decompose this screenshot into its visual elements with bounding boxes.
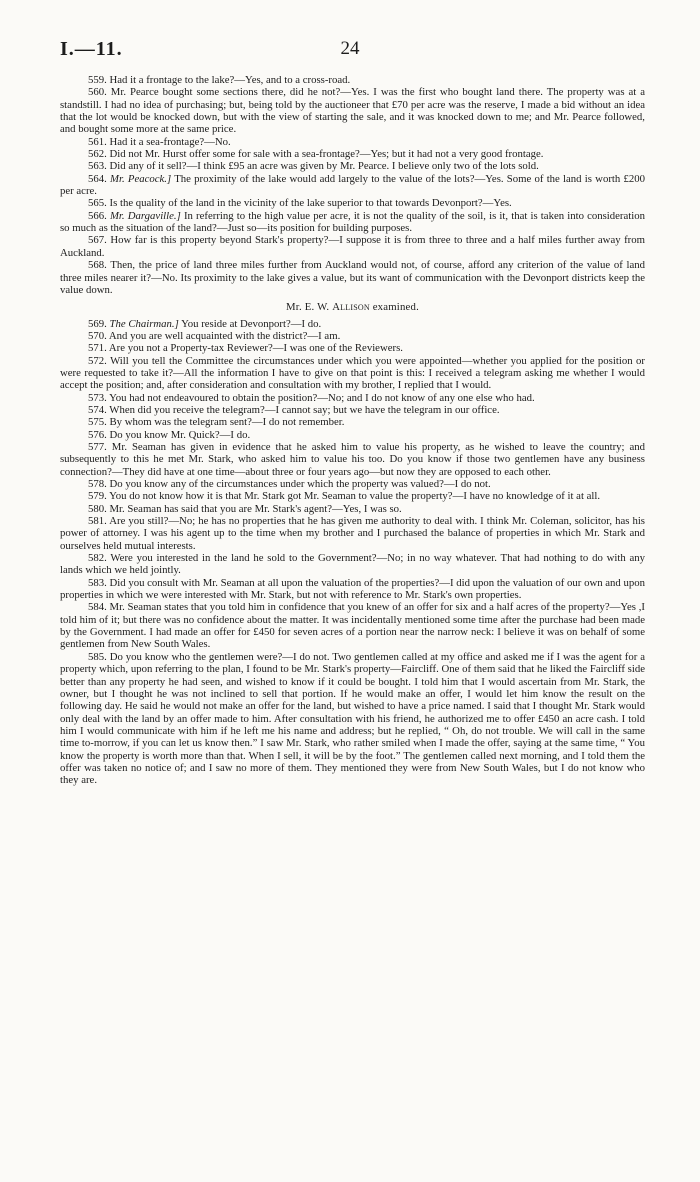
evidence-paragraph <box>60 136 645 148</box>
evidence-paragraph <box>60 429 645 441</box>
paragraph-text: 574. When did you receive the telegram?—I cannot say; but we have the telegram in our office. <box>88 403 500 416</box>
paragraph-text: 576. Do you know Mr. Quick?—I do. <box>88 428 251 441</box>
evidence-paragraph <box>60 74 645 86</box>
paragraph-text: 561. Had it a sea-frontage?—No. <box>88 135 231 148</box>
evidence-paragraph <box>60 234 645 259</box>
section-title-suffix: examined. <box>369 301 419 314</box>
section-title <box>60 301 645 313</box>
page-header <box>60 38 640 64</box>
paragraph-text: 575. By whom was the telegram sent?—I do not remember. <box>88 416 345 429</box>
evidence-paragraph <box>60 503 645 515</box>
evidence-paragraph <box>60 330 645 342</box>
evidence-paragraph <box>60 197 645 209</box>
paragraph-text: 578. Do you know any of the circumstances under which the property was valued?—I do not. <box>88 478 491 490</box>
paragraph-text: 562. Did not Mr. Hurst offer some for sale with a sea-frontage?—Yes; but it had not a very good frontage. <box>88 148 544 161</box>
evidence-paragraph <box>60 210 645 235</box>
evidence-paragraph <box>60 404 645 416</box>
evidence-paragraph <box>60 651 645 787</box>
paragraph-text: 581. Are you still?—No; he has no properties that he has given me authority to deal with. I think Mr. Coleman, solicitor, has his power of attorney. I was his agent up to the time when my brother and I purchased the balance of properties in which Mr. Stark and ourselves held mutual interests. <box>60 515 645 552</box>
page-number: 24 <box>340 38 360 59</box>
evidence-paragraph <box>60 355 645 392</box>
section-title-name: Allison <box>332 301 370 314</box>
paragraph-text: 559. Had it a frontage to the lake?—Yes, and to a cross-road. <box>88 74 351 86</box>
paragraph-text: In referring to the high value per acre, it is not the quality of the soil, is it, that is taken into consideration so much as the situation of the land?—Just so—its position for building purposes. <box>60 209 646 235</box>
evidence-paragraph <box>60 392 645 404</box>
evidence-paragraph <box>60 173 645 198</box>
paragraph-text: 582. Were you interested in the land he sold to the Government?—No; in no way whatever. That had nothing to do with any lands which we held jointly. <box>60 552 645 577</box>
evidence-paragraph <box>60 577 645 602</box>
paragraph-text: 585. Do you know who the gentlemen were?—I do not. Two gentlemen called at my office and asked me if I was the agent for a property which, upon referring to the plan, I found to be Mr. Stark's property—Faircliff. One of them said that he liked the Faircliff side better than any property he had seen, and wished to know if it could be bought. I told him that I would ascertain from Mr. Stark, the owner, but I thought he was not inclined to sell that portion. If he would make an offer, I would let him know the result on the following day. He said he would not make an offer for the land, but wished to have a price named. I said that I thought Mr. Stark would only deal with the land by an offer made to him. After consultation with his friend, he authorized me to offer £450 an acre cash. I told him I would communicate with him if he left me his name and address; but he replied, “ Oh, do not trouble. We will call in the same time to-morrow, if you can let us know then.” I saw Mr. Stark, who rather smiled when I made the offer, saying at the same time, “ You know the property is worth more than that. When I sell, it will be by the foot.” The gentlemen called next morning, and I told them the offer was taken no notice of; and I saw no more of them. They mentioned they were from New South Wales, but I do not know who they are. <box>60 650 645 787</box>
document-body <box>60 74 645 787</box>
paragraph-text: 568. Then, the price of land three miles further from Auckland would not, of course, afford any criterion of the value of land three miles nearer it?—No. Its proximity to the lake gives a value, but its want of communication with the Devonport districts keep the value down. <box>60 259 645 296</box>
paragraph-text: 584. Mr. Seaman states that you told him in confidence that you knew of an offer for six and a half acres of the property?—Yes ,I told him of it; but there was no confidence about the matter. It was incidentally mentioned some time after the purchase had been made by the Government. I had made an offer for £450 for seven acres of a portion near the narrow neck: I believe it was on behalf of some gentlemen from New South Wales. <box>60 601 645 651</box>
evidence-block-after <box>60 318 645 787</box>
paragraph-text: 563. Did any of it sell?—I think £95 an acre was given by Mr. Pearce. I believe only two of the lots sold. <box>88 160 539 173</box>
paragraph-text: You reside at Devonport?—I do. <box>178 317 322 330</box>
question-number: 566. <box>88 209 110 222</box>
paragraph-text: 580. Mr. Seaman has said that you are Mr. Stark's agent?—Yes, I was so. <box>88 502 402 515</box>
paragraph-text: 577. Mr. Seaman has given in evidence that he asked him to value his property, as he wished to leave the country; and subsequently to this he met Mr. Stark, who asked him to value his too. Do you know if those two gentlemen have any business connection?—They did have at one time—about three or four years ago—but now they are opposed to each other. <box>60 440 645 478</box>
evidence-paragraph <box>60 342 645 354</box>
evidence-paragraph <box>60 160 645 172</box>
paragraph-text: 560. Mr. Pearce bought some sections there, did he not?—Yes. I was the first who bought land there. The property was at a standstill. I had no idea of purchasing; but, being told by the auctioneer that £70 per acre was the reserve, I made a bid without an idea that the lot would be knocked down, but with the view of starting the sale, and it was knocked down to me; and Mr. Pearce followed, and bought some more at the same price. <box>60 86 645 136</box>
paragraph-text: 583. Did you consult with Mr. Seaman at all upon the valuation of the properties?—I did upon the valuation of our own and upon properties in which we were interested with Mr. Stark, but not with reference to Mr. Stark's own properties. <box>60 576 645 602</box>
evidence-block-before <box>60 74 645 296</box>
section-title-prefix: Mr. E. W. <box>286 301 333 314</box>
evidence-paragraph <box>60 490 645 502</box>
paragraph-text: 579. You do not know how it is that Mr. Stark got Mr. Seaman to value the property?—I have no knowledge of it at all. <box>88 490 601 503</box>
question-number: 569. <box>88 317 110 330</box>
document-reference: I.—11. <box>60 38 123 60</box>
evidence-paragraph <box>60 515 645 552</box>
paragraph-text: 571. Are you not a Property-tax Reviewer?—I was one of the Reviewers. <box>88 342 403 355</box>
paragraph-text: The proximity of the lake would add largely to the value of the lots?—Yes. Some of the land is worth £200 per acre. <box>60 172 645 198</box>
paragraph-text: 565. Is the quality of the land in the vicinity of the lake superior to that towards Devonport?—Yes. <box>88 197 512 210</box>
speaker-name: The Chairman.] <box>109 317 179 330</box>
paragraph-text: 572. Will you tell the Committee the circumstances under which you were appointed—whether you applied for the position or were requested to take it?—All the information I have to give on that point is this: I received a telegram asking me whether I would accept the position; and, after consideration and consultation with my brother, I replied that I would. <box>60 354 645 392</box>
paragraph-text: 570. And you are well acquainted with the district?—I am. <box>88 329 341 342</box>
evidence-paragraph <box>60 601 645 650</box>
paragraph-text: 573. You had not endeavoured to obtain the position?—No; and I do not know of any one else who had. <box>88 391 535 404</box>
evidence-paragraph <box>60 441 645 478</box>
evidence-paragraph <box>60 478 645 490</box>
evidence-paragraph <box>60 86 645 135</box>
evidence-paragraph <box>60 259 645 296</box>
evidence-paragraph <box>60 416 645 428</box>
speaker-name: Mr. Peacock.] <box>110 172 172 185</box>
paragraph-text: 567. How far is this property beyond Stark's property?—I suppose it is from three to three and a half miles further away from Auckland. <box>60 234 645 259</box>
evidence-paragraph <box>60 552 645 577</box>
evidence-paragraph <box>60 148 645 160</box>
question-number: 564. <box>88 172 111 185</box>
speaker-name: Mr. Dargaville.] <box>109 209 181 222</box>
evidence-paragraph <box>60 318 645 330</box>
